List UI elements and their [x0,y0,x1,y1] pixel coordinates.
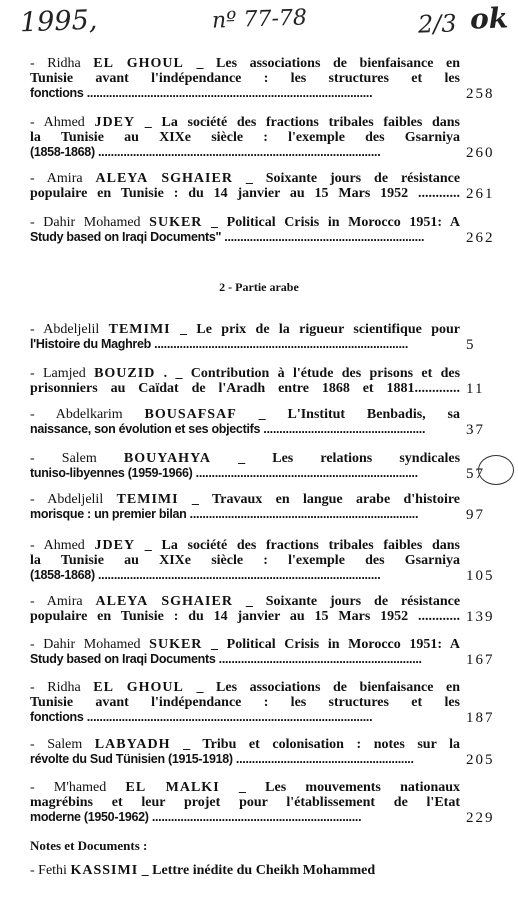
page-number: 97 [466,507,485,523]
author-surname: BOUZID [94,366,156,381]
entry-title-text: la Tunisie au XIXe siècle : l'exemple des Gsarniya [30,553,460,568]
entry-text-line [30,695,460,710]
author-surname: BOUSAFSAF [144,407,237,422]
entry-title-last-line: Study based on Iraqi Documents" ............................................................... [30,230,425,244]
toc-entry [30,366,460,396]
toc-entry [30,680,460,725]
toc-entry [30,780,460,825]
author-given-name: - Salem [30,737,83,752]
entry-title-text: _ Les associations de bienfaisance en [196,56,460,71]
entry-text-line [30,322,460,337]
entry-title-text: _ Tribu et colonisation : notes sur la [183,737,460,752]
page-number: 261 [466,186,495,202]
entry-title-text: _ Les mouvements nationaux [238,780,460,795]
entry-title-last-line: révolte du Sud Tünisien (1915-1918) ........................................................ [30,752,414,766]
author-given-name: - Amira [30,171,83,186]
author-given-name: - Lamjed [30,366,86,381]
author-surname: TEMIMI [116,492,179,507]
author-given-name: - Dahir Mohamed [30,215,141,230]
entry-title-last-line: fonctions .......................................................................................... [30,710,373,724]
entry-title-text: magrébins et leur projet pour l'établissement de l'Etat [30,795,460,810]
author-given-name: - Ahmed [30,115,85,130]
page-number: 57 [466,466,485,482]
author-surname: ALEYA SGHAIER [95,171,233,186]
entry-text-line [30,780,460,795]
entry-text-line [30,215,460,230]
entry-text-line [30,115,460,130]
author-surname: BOUYAHYA [123,451,212,466]
section-title-arabic-part: 2 - Partie arabe [219,280,299,294]
toc-entry [30,451,460,481]
handwritten-ok-mark: ok [469,1,509,36]
toc-entry [30,115,460,160]
toc-entry [30,215,460,245]
author-given-name: - Ahmed [30,538,85,553]
entry-text-line [30,381,460,396]
toc-entry [30,594,460,624]
toc-entry [30,56,460,101]
entry-text-line [30,538,460,553]
entry-title-last-line: Study based on Iraqi Documents ................................................................ [30,652,422,666]
entry-title-text: Tunisie avant l'indépendance : les structures et les [30,695,460,710]
notes-documents-heading: Notes et Documents : [30,838,148,853]
entry-text-line [30,130,460,145]
page-number: 5 [466,337,476,353]
entry-title-text: la Tunisie au XIXe siècle : l'exemple des Gsarniya [30,130,460,145]
author-surname: EL GHOUL [93,56,184,71]
entry-title-text: populaire en Tunisie : du 14 janvier au 15 Mars 1952 ............ [30,609,460,624]
entry-title-last-line: fonctions .......................................................................................... [30,86,373,100]
handwritten-year: 1995, [19,4,98,39]
author-surname: LABYADH [94,737,171,752]
toc-entry-last [30,863,460,878]
author-surname: SUKER [149,637,203,652]
author-given-name: - Salem [30,451,97,466]
entry-title-text: _ Political Crisis in Morocco 1951: A [211,637,460,652]
author-surname: EL MALKI [125,780,220,795]
handwritten-issue-numbers: nº 77-78 [211,5,308,34]
toc-entry [30,637,460,667]
entry-title-text: _ Lettre inédite du Cheikh Mohammed [141,863,376,878]
entry-title-text: _ Soixante jours de résistance [245,171,460,186]
entry-title-text: _ La société des fractions tribales faibles dans [144,115,460,130]
author-given-name: - Ridha [30,680,81,695]
author-given-name: - Fethi [30,863,67,878]
page-number: 229 [466,810,495,826]
entry-title-text: populaire en Tunisie : du 14 janvier au 15 Mars 1952 ............ [30,186,460,201]
author-surname: ALEYA SGHAIER [95,594,233,609]
page-number: 205 [466,752,495,768]
page-number: 262 [466,230,495,246]
author-given-name: - Amira [30,594,83,609]
toc-entry [30,538,460,583]
page-number: 105 [466,568,495,584]
page-number: 260 [466,145,495,161]
entry-title-last-line: naissance, son évolution et ses objectifs ................................................... [30,422,426,436]
toc-entry [30,171,460,201]
toc-entry [30,322,460,352]
entry-title-last-line: l'Histoire du Maghreb ................................................................................ [30,337,408,351]
entry-title-text: Tunisie avant l'indépendance : les structures et les [30,71,460,86]
page-number: 11 [466,381,485,397]
author-surname: JDEY [94,538,136,553]
handwritten-fraction: 2/3 [417,9,458,39]
entry-text-line [30,56,460,71]
entry-title-text: _ Le prix de la rigueur scientifique pour [180,322,460,337]
entry-title-text: _ Political Crisis in Morocco 1951: A [211,215,460,230]
entry-title-text: . _ Contribution à l'étude des prisons et des [163,366,460,381]
entry-text-line [30,680,460,695]
author-surname: EL GHOUL [93,680,184,695]
page-number: 258 [466,86,495,102]
toc-entry [30,492,460,522]
author-surname: TEMIMI [108,322,171,337]
entry-text-line [30,492,460,507]
entry-text-line [30,553,460,568]
entry-text-line [30,737,460,752]
entry-title-text: _ Les associations de bienfaisance en [196,680,460,695]
entry-text-line [30,71,460,86]
entry-title-last-line: morisque : un premier bilan ........................................................................ [30,507,419,521]
entry-title-text: _ Soixante jours de résistance [245,594,460,609]
entry-text-line [30,186,460,201]
entry-text-line [30,637,460,652]
entry-title-text: _ Les relations syndicales [238,451,460,466]
entry-text-line [30,407,460,422]
page-number: 139 [466,609,495,625]
entry-title-text: _ Travaux en langue arabe d'histoire [191,492,460,507]
entry-title-text: _ L'Institut Benbadis, sa [258,407,460,422]
author-given-name: - Abdeljelil [30,492,104,507]
entry-text-line [30,795,460,810]
author-surname: KASSIMI [70,863,139,878]
author-surname: JDEY [94,115,136,130]
entry-title-text: _ La société des fractions tribales faibles dans [144,538,460,553]
entry-title-last-line: (1858-1868) ......................................................................................... [30,568,381,582]
entry-title-last-line: moderne (1950-1962) .................................................................. [30,810,362,824]
toc-entry [30,737,460,767]
author-surname: SUKER [149,215,203,230]
entry-text-line [30,609,460,624]
author-given-name: - Abdelkarim [30,407,123,422]
page-number: 37 [466,422,485,438]
author-given-name: - Dahir Mohamed [30,637,141,652]
entry-title-last-line: tuniso-libyennes (1959-1966) ...................................................................... [30,466,418,480]
entry-text-line [30,451,460,466]
entry-text-line [30,366,460,381]
author-given-name: - Ridha [30,56,81,71]
handwritten-circle [478,455,514,485]
entry-title-last-line: (1858-1868) ......................................................................................... [30,145,381,159]
entry-title-text: prisonniers au Caïdat de l'Aradh entre 1868 et 1881............. [30,381,460,396]
page-number: 187 [466,710,495,726]
author-given-name: - M'hamed [30,780,107,795]
entry-text-line [30,594,460,609]
toc-entry [30,407,460,437]
page-number: 167 [466,652,495,668]
entry-text-line [30,171,460,186]
author-given-name: - Abdeljelil [30,322,100,337]
